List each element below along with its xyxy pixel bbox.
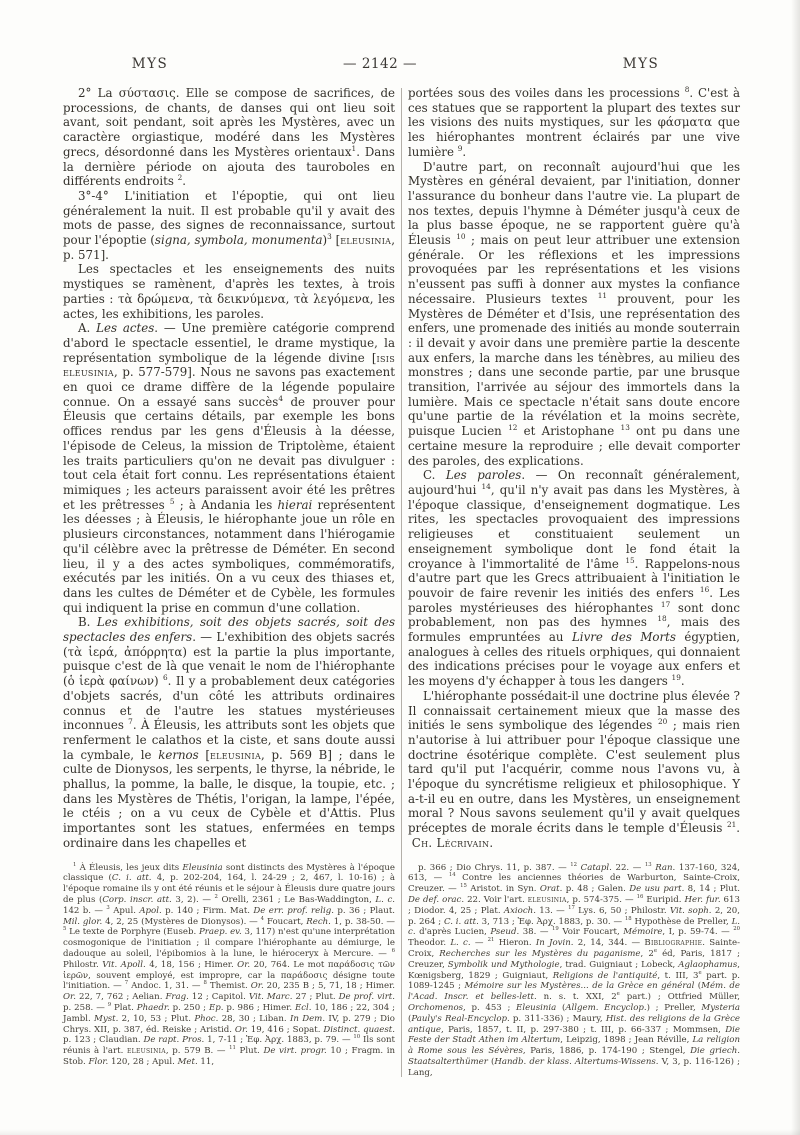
- left-column: [63, 86, 395, 1079]
- left-footnotes: [63, 863, 395, 1068]
- page-header: [0, 56, 800, 76]
- scan-edge-shadow-bottom: [0, 1129, 800, 1135]
- left-main-text: [63, 86, 395, 851]
- two-column-text: [63, 86, 740, 1079]
- paragraph: Les spectacles et les enseignements des nuits mystiques se ramènent, d'après les textes, à trois parties : τὰ δρώμενα, τὰ δεικνύμενα, τὰ λεγόμενα, les actes, les exhibitions, les paroles.: [63, 262, 395, 321]
- running-title-right: MYS: [622, 56, 660, 72]
- running-title-left: MYS: [131, 56, 169, 72]
- paragraph: 2° La σύστασις. Elle se compose de sacrifices, de processions, de chants, de danses qui ont lieu soit avant, soit pendant, soit après les Mystères, avec un caractère orgiastique, modéré dans les Mystères grecs, désordonné dans les Mystères orientaux$^1$. Dans la dernière période on ajouta des tauroboles en différents endroits $^2$.: [63, 86, 395, 189]
- paragraph: 3°-4° L'initiation et l'époptie, qui ont lieu généralement la nuit. Il est probable qu'il y avait des mots de passe, des signes de reconnaissance, surtout pour l'époptie (signa, symbola, monumenta)$^3$ [eleusinia, p. 571].: [63, 188, 395, 262]
- paragraph: B. Les exhibitions, soit des objets sacrés, soit des spectacles des enfers. — L'exhibition des objets sacrés (τὰ ἱερά, ἀπόρρητα) est la partie la plus importante, puisque c'est de là que venait le nom de l'hiérophante (ὁ ἱερὰ φαίνων) $^6$. Il y a probablement deux catégories d'objets sacrés, d'un côté les attributs ordinaires connus et de l'autre les statues mystérieuses inconnues $^7$. À Éleusis, les attributs sont les objets que renferment le calathos et la ciste, et sans doute aussi la cymbale, le kernos [eleusinia, p. 569 B] ; dans le culte de Dionysos, les serpents, le thyrse, la nébride, le phallus, la pomme, la balle, le disque, la toupie, etc. ; dans les Mystères de Thétis, l'origan, la lampe, l'épée, le ctéis ; on a vu ceux de Cybèle et d'Attis. Plus importantes sont les statues, enfermées en temps ordinaire dans les chapelles et: [63, 615, 395, 850]
- paragraph: A. Les actes. — Une première catégorie comprend d'abord le spectacle essentiel, le drame mystique, la représentation symbolique de la légende divine [isis eleusinia, p. 577-579]. Nous ne savons pas exactement en quoi ce drame diffère de la légende populaire connue. On a essayé sans succès$^4$ de prouver pour Éleusis que certains détails, par exemple les bons offices rendus par les gens d'Éleusis à la déesse, l'épisode de Celeus, la mission de Triptolème, étaient les traits particuliers qu'on ne devait pas divulguer : tout cela était fort connu. Les représentations étaient mimiques ; les acteurs paraissent avoir été les prêtres et les prêtresses $^5$ ; à Andania les hierai représentent les déesses ; à Éleusis, le hiérophante joue un rôle en plusieurs circonstances, notamment dans l'hiérogamie qu'il célèbre avec la prêtresse de Déméter. En second lieu, il y a des actes symboliques, commémoratifs, exécutés par les initiés. On a vu ceux des thiases et, dans les cultes de Déméter et de Cybèle, les formules qui indiquent la prise en commun d'une collation.: [63, 321, 395, 615]
- paragraph: D'autre part, on reconnaît aujourd'hui que les Mystères en général devaient, par l'initiation, donner l'assurance du bonheur dans l'autre vie. La plupart de nos textes, depuis l'hymne à Déméter jusqu'à ceux de la plus basse époque, ne se rapportent guère qu'à Éleusis $^{10}$ ; mais on peut leur attribuer une extension générale. Or les réflexions et les impressions provoquées par les représentations et les visions n'eussent pas suffi à donner aux mystes la confiance nécessaire. Plusieurs textes $^{11}$ prouvent, pour les Mystères de Déméter et d'Isis, une représentation des enfers, une promenade des initiés au monde souterrain : il devait y avoir dans une première partie la descente aux enfers, la marche dans les ténèbres, au milieu des monstres ; dans une seconde partie, par une brusque transition, l'arrivée au séjour des immortels dans la lumière. Mais ce spectacle n'était sans doute encore qu'une partie de la révélation et la moins secrète, puisque Lucien $^{12}$ et Aristophane $^{13}$ ont pu dans une certaine mesure la reproduire ; elle devait comporter des paroles, des explications.: [408, 159, 741, 468]
- scan-edge-shadow: [791, 0, 800, 1135]
- paragraph: L'hiérophante possédait-il une doctrine plus élevée ? Il connaissait certainement mieux que la masse des initiés le sens symbolique des légendes $^{20}$ ; mais rien n'autorise à lui attribuer pour l'époque classique une doctrine ésotérique complète. C'est seulement plus tard qu'il put l'acquérir, comme nous l'avons vu, à l'époque du syncrétisme religieux et philosophique. Y a-t-il eu en outre, dans les Mystères, un enseignement moral ? Nous savons seulement qu'il y avait quelques préceptes de morale écrits dans le temple d'Éleusis $^{21}$. Ch. Lécrivain.: [408, 688, 740, 850]
- right-footnotes: [408, 863, 740, 1079]
- right-main-text: [408, 86, 740, 851]
- footnote-block: $^1$ À Éleusis, les jeux dits Eleusinia sont distincts des Mystères à l'époque classique (C. i. att. 4, p. 202-204, 164, l. 24-29 ; 2, 467, l. 10-16) ; à l'époque romaine ils y ont été réunis et le séjour à Éleusis dure quatre jours de plus (Corp. inscr. att. 3, 2). — $^2$ Orelli, 2361 ; Le Bas-Waddington, L. c. 142 b. — $^3$ Apul. Apol. p. 140 ; Firm. Mat. De err. prof. relig. p. 36 ; Plaut. Mil. glor. 4, 2, 25 (Mystères de Dionysos). — $^4$ Foucart, Rech. 1, p. 38-50. — $^5$ Le texte de Porphyre (Euseb. Praep. ev. 3, 117) n'est qu'une interprétation cosmogonique de l'initiation ; il compare l'hiérophante au démiurge, le dadouque au soleil, l'épibomios à la lune, le hiéroceryx à Mercure. — $^6$ Philostr. Vit. Apoll. 4, 18, 156 ; Himer. Or. 20, 764. Le mot παράδοσις τῶν ἱερῶν, souvent employé, est impropre, car la παράδοσις désigne toute l'initiation. — $^7$ Andoc. 1, 31. — $^8$ Themist. Or. 20, 235 B ; 5, 71, 18 ; Himer. Or. 22, 7, 762 ; Aelian. Frag. 12 ; Capitol. Vit. Marc. 27 ; Plut. De prof. virt. p. 258. — $^9$ Plat. Phaedr. p. 250 ; Ep. p. 986 ; Himer. Ecl. 10, 186 ; 22, 304 ; Jambl. Myst. 2, 10, 53 ; Plut. Phoc. 28, 30 ; Liban. In Dem. IV, p. 279 ; Dio Chrys. XII, p. 387, éd. Reiske ; Aristid. Or. 19, 416 ; Sopat. Distinct. quaest. p. 123 ; Claudian. De rapt. Pros. 1, 7-11 ; Ἐφ. Ἀρχ. 1883, p. 79. — $^{10}$ Ils sont réunis à l'art. eleusinia, p. 579 B. — $^{11}$ Plut. De virt. progr. 10 ; Fragm. in Stob. Flor. 120, 28 ; Apul. Met. 11,: [63, 861, 395, 1067]
- paragraph: portées sous des voiles dans les processions $^8$. C'est à ces statues que se rapportent la plupart des textes sur les visions des nuits mystiques, sur les φάσματα que les hiérophantes montrent éclairés par une vive lumière $^9$.: [408, 85, 740, 159]
- right-column: [408, 86, 740, 1079]
- page-number: — 2142 —: [343, 56, 417, 72]
- footnote-block: p. 366 ; Dio Chrys. 11, p. 387. — $^{12}$ Catapl. 22. — $^{13}$ Ran. 137-160, 324, 613, — $^{14}$ Contre les anciennes théories de Warburton, Sainte-Croix, Creuzer. — $^{15}$ Aristot. in Syn. Orat. p. 48 ; Galen. De usu part. 8, 14 ; Plut. De def. orac. 22. Voir l'art. eleusinia, p. 574-375. — $^{16}$ Euripid. Her. fur. 613 ; Diodor. 4, 25 ; Plat. Axioch. 13. — $^{17}$ Lys. 6, 50 ; Philostr. Vit. soph. 2, 20, p. 264 ; C. i. att. 3, 713 ; Ἐφ. Ἀρχ. 1883, p. 30. — $^{18}$ Hypothèse de Preller, L. c. d'après Lucien, Pseud. 38. — $^{19}$ Voir Foucart, Mémoire, I, p. 59-74. — $^{20}$ Theodor. L. c. — $^{21}$ Hieron. In Jovin. 2, 14, 344. — Bibliographie. Sainte-Croix, Recherches sur les Mystères du paganisme, 2e éd, Paris, 1817 ; Creuzer, Symbolik und Mythologie, trad. Guigniaut ; Lobeck, Aglaophamus, Kœnigsberg, 1829 ; Guigniaut, Religions de l'antiquité, t. III, 3e part. p. 1089-1245 ; Mémoire sur les Mystères... de la Grèce en général (Mém. de l'Acad. Inscr. et belles-lett. n. s. t. XXI, 2e part.) ; Ottfried Müller, Orchomenos, p. 453 ; Eleusinia (Allgem. Encyclop.) ; Preller, Mysteria (Pauly's Real-Encyclop. p. 311-336) ; Maury, Hist. des religions de la Grèce antique, Paris, 1857, t. II, p. 297-380 ; t. III, p. 66-337 ; Mommsen, Die Feste der Stadt Athen im Altertum, Leipzig, 1898 ; Jean Réville, La religion à Rome sous les Sévères, Paris, 1886, p. 174-190 ; Stengel, Die griech. Staatsalterthümer (Handb. der klass. Altertums-Wissens. V, 3, p. 116-126) ; Lang,: [408, 861, 741, 1078]
- paragraph: C. Les paroles. — On reconnaît généralement, aujourd'hui $^{14}$, qu'il n'y avait pas dans les Mystères, à l'époque classique, d'enseignement dogmatique. Les rites, les spectacles provoquaient des impressions religieuses et constituaient seulement un enseignement symbolique dont le fond était la croyance à l'immortalité de l'âme $^{15}$. Rappelons-nous d'autre part que les Grecs attribuaient à l'initiation le pouvoir de faire revenir les initiés des enfers $^{16}$. Les paroles mystérieuses des hiérophantes $^{17}$ sont donc probablement, non pas des hymnes $^{18}$, mais des formules empruntées au Livre des Morts égyptien, analogues à celles des rituels orphiques, qui donnaient des indications précises pour le voyage aux enfers et les moyens d'y échapper à tous les dangers $^{19}$.: [408, 468, 741, 689]
